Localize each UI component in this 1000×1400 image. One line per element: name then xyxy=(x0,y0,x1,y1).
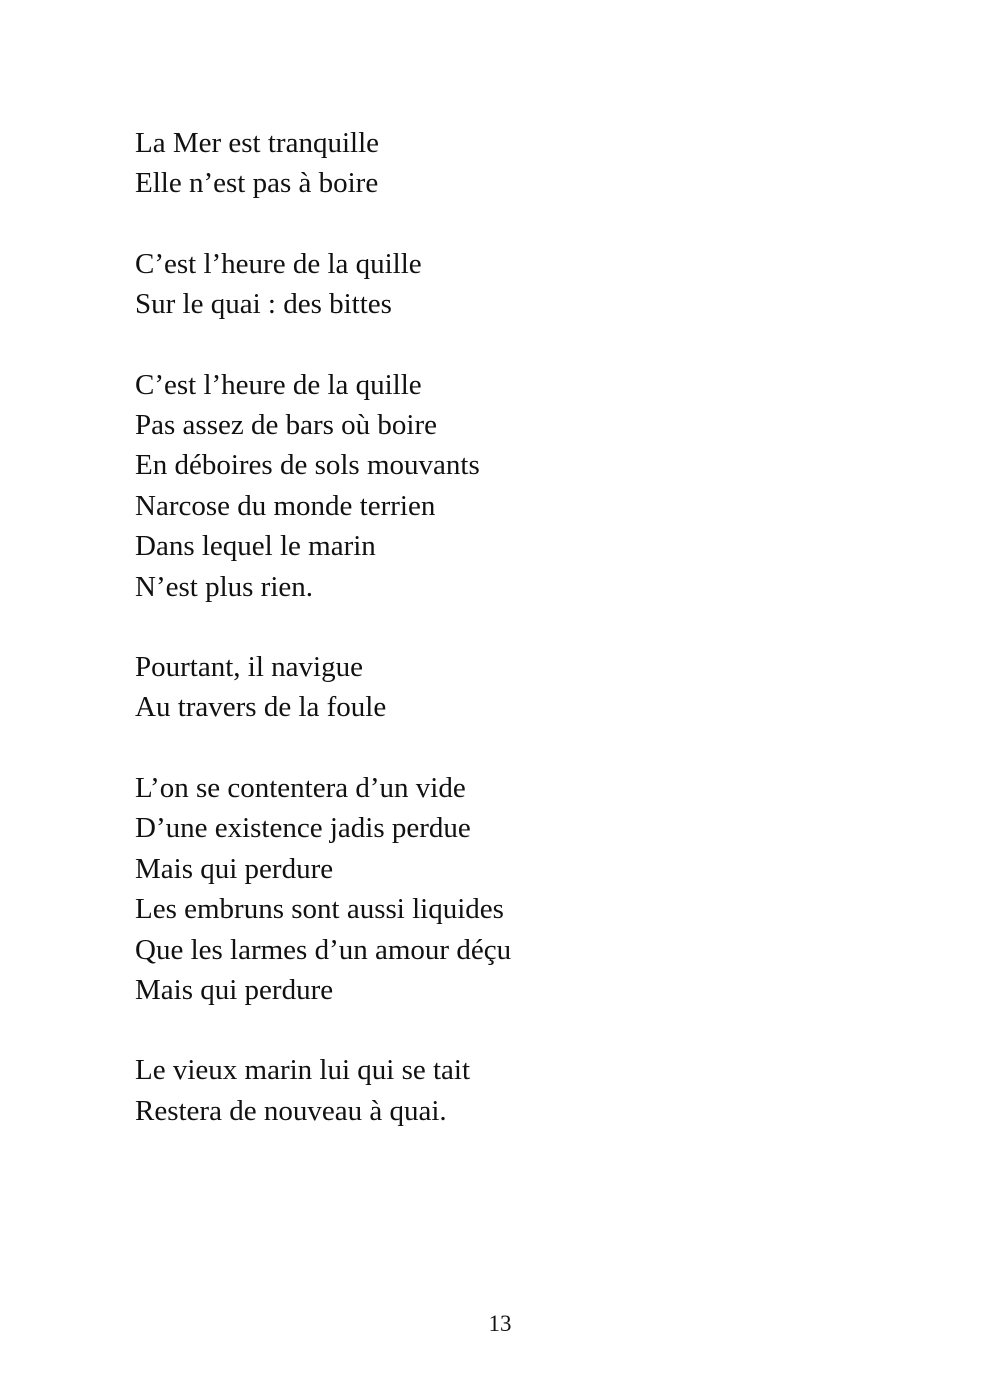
poem-line: Elle n’est pas à boire xyxy=(135,167,379,200)
poem-line: Mais qui perdure xyxy=(135,973,334,1006)
poem-line: C’est l’heure de la quille xyxy=(135,368,422,401)
stanza-6 xyxy=(135,1050,935,1131)
poem-line: En déboires de sols mouvants xyxy=(135,449,480,482)
stanza-4 xyxy=(135,647,935,728)
poem-line: Restera de nouveau à quai. xyxy=(135,1094,447,1127)
poem-line: Dans lequel le marin xyxy=(135,530,376,563)
poem-line: L’on se contentera d’un vide xyxy=(135,771,466,804)
poem-body xyxy=(135,123,935,1171)
poem-line: C’est l’heure de la quille xyxy=(135,247,422,280)
stanza-3 xyxy=(135,365,935,607)
poem-line: Pourtant, il navigue xyxy=(135,651,363,684)
poem-line: Les embruns sont aussi liquides xyxy=(135,893,504,926)
stanza-5 xyxy=(135,768,935,1010)
poem-line: Pas assez de bars où boire xyxy=(135,409,437,442)
page-number: 13 xyxy=(488,1311,512,1336)
poem-line: Au travers de la foule xyxy=(135,691,387,724)
poem-line: D’une existence jadis perdue xyxy=(135,812,471,845)
poem-line: N’est plus rien. xyxy=(135,570,313,603)
stanza-1 xyxy=(135,123,935,204)
poem-line: Sur le quai : des bittes xyxy=(135,288,392,321)
poem-line: Narcose du monde terrien xyxy=(135,489,436,522)
stanza-2 xyxy=(135,244,935,325)
poem-line: Le vieux marin lui qui se tait xyxy=(135,1054,471,1087)
poem-line: La Mer est tranquille xyxy=(135,127,379,159)
poem-line: Que les larmes d’un amour déçu xyxy=(135,933,512,966)
poem-line: Mais qui perdure xyxy=(135,852,334,885)
